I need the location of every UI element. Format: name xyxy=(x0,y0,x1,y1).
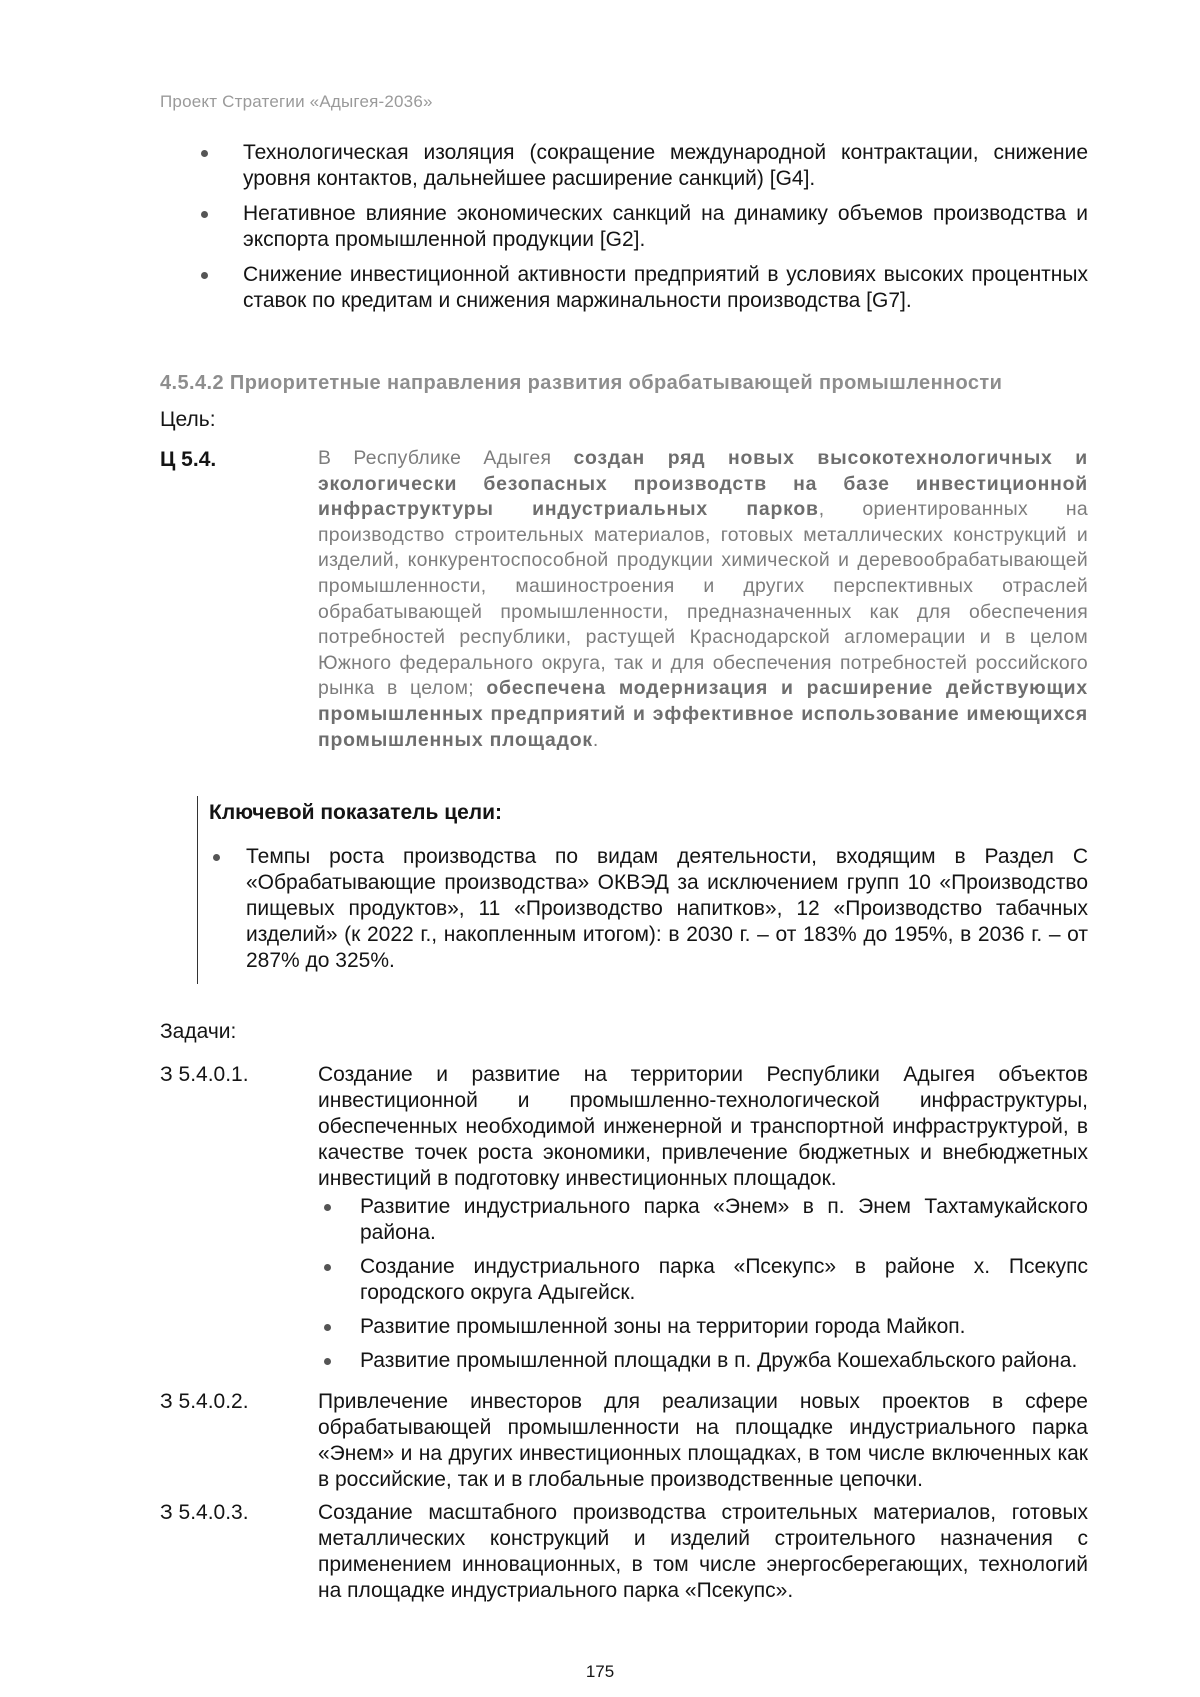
task-item xyxy=(160,1062,1088,1192)
bullet-icon xyxy=(324,1204,331,1211)
list-item: Развитие промышленной площадки в п. Дружба Кошехабльского района. xyxy=(318,1348,1088,1374)
running-header: Проект Стратегии «Адыгея-2036» xyxy=(160,92,433,111)
task-text: Создание и развитие на территории Республики Адыгея объектов инвестиционной и промышленно-технологической инфраструктуры, обеспеченных необходимой инженерной и транспортной инфраструктурой, в качестве точек роста экономики, привлечение бюджетных и внебюджетных инвестиций в подготовку инвестиционных площадок. xyxy=(318,1063,1088,1190)
list-item: Снижение инвестиционной активности предприятий в условиях высоких процентных ставок по кредитам и снижения маржинальности производства [G7]. xyxy=(195,262,1088,314)
bullet-icon xyxy=(201,150,208,157)
task-code: З 5.4.0.2. xyxy=(160,1390,249,1413)
task-item xyxy=(160,1500,1088,1604)
bullet-icon xyxy=(201,272,208,279)
page-number: 175 xyxy=(585,1662,615,1681)
task-text: Создание масштабного производства строительных материалов, готовых металлических конструкций и изделий строительного назначения с применением инновационных, в том числе энергосберегающих, технологий на площадке индустриального парка «Псекупс». xyxy=(318,1501,1088,1602)
task-sub-list xyxy=(318,1194,1088,1382)
section-heading: 4.5.4.2 Приоритетные направления развития обрабатывающей промышленности xyxy=(160,372,1003,394)
kpi-title: Ключевой показатель цели: xyxy=(209,801,503,824)
tasks-label: Задачи: xyxy=(160,1020,237,1043)
bullet-icon xyxy=(213,854,220,861)
list-item: Развитие индустриального парка «Энем» в п. Энем Тахтамукайского района. xyxy=(318,1194,1088,1246)
task-text: Привлечение инвесторов для реализации новых проектов в сфере обрабатывающей промышленности на площадке индустриального парка «Энем» и на других инвестиционных площадках, в том числе включенных как в российские, так и в глобальные производственные цепочки. xyxy=(318,1390,1088,1491)
goal-code: Ц 5.4. xyxy=(160,448,217,471)
list-item: Темпы роста производства по видам деятельности, входящим в Раздел С «Обрабатывающие производства» ОКВЭД за исключением групп 10 «Производство пищевых продуктов», 11 «Производство напитков», 12 «Производство табачных изделий» (к 2022 г., накопленным итогом): в 2030 г. – от 183% до 195%, в 2036 г. – от 287% до 325%. xyxy=(209,844,1088,974)
goal-emphasis: создан ряд новых высокотехнологичных и экологически безопасных производств на базе инвестиционной инфраструктуры индустриальных парков xyxy=(318,447,1088,521)
kpi-list xyxy=(209,844,1088,974)
bullet-icon xyxy=(201,211,208,218)
goal-emphasis: обеспечена модернизация и расширение действующих промышленных предприятий и эффективное использование имеющихся промышленных площадок xyxy=(318,677,1088,751)
bullet-icon xyxy=(324,1358,331,1365)
bullet-icon xyxy=(324,1264,331,1271)
list-item: Создание индустриального парка «Псекупс» в районе х. Псекупс городского округа Адыгейск. xyxy=(318,1254,1088,1306)
task-item xyxy=(160,1389,1088,1493)
top-bullet-list xyxy=(195,140,1088,323)
bullet-icon xyxy=(324,1324,331,1331)
list-item: Технологическая изоляция (сокращение международной контрактации, снижение уровня контактов, дальнейшее расширение санкций) [G4]. xyxy=(195,140,1088,192)
kpi-divider xyxy=(197,796,198,984)
task-code: З 5.4.0.1. xyxy=(160,1063,249,1086)
goal-label: Цель: xyxy=(160,408,216,431)
task-code: З 5.4.0.3. xyxy=(160,1501,249,1524)
list-item: Развитие промышленной зоны на территории города Майкоп. xyxy=(318,1314,1088,1340)
goal-text: В Республике Адыгея создан ряд новых высокотехнологичных и экологически безопасных производств на базе инвестиционной инфраструктуры индустриальных парков, ориентированных на производство строительных материалов, готовых металлических конструкций и изделий, конкурентоспособной продукции химической и деревообрабатывающей промышленности, машиностроения и других перспективных отраслей обрабатывающей промышленности, предназначенных как для обеспечения потребностей республики, растущей Краснодарской агломерации и в целом Южного федерального округа, так и для обеспечения потребностей российского рынка в целом; обеспечена модернизация и расширение действующих промышленных предприятий и эффективное использование имеющихся промышленных площадок. xyxy=(318,447,1089,751)
list-item: Негативное влияние экономических санкций на динамику объемов производства и экспорта промышленной продукции [G2]. xyxy=(195,201,1088,253)
